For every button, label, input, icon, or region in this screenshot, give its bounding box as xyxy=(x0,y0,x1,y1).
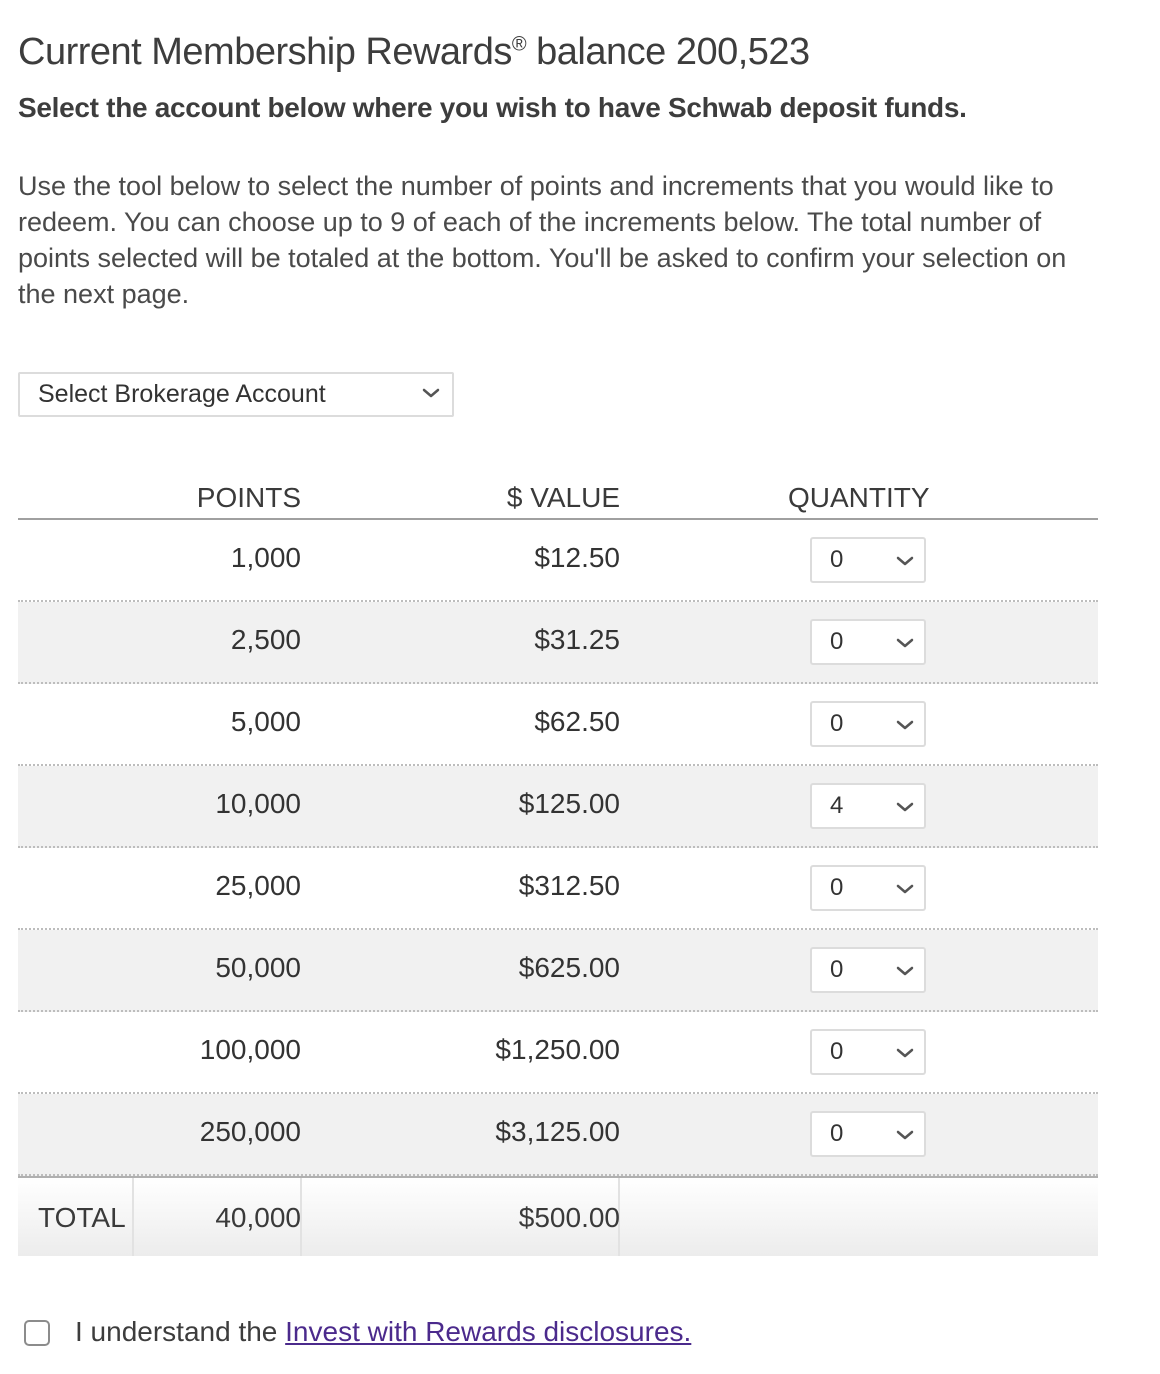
row-value: $125.00 xyxy=(518,788,620,819)
title-prefix: Current Membership Rewards xyxy=(18,31,512,74)
quantity-value: 0 xyxy=(830,956,844,983)
table-row xyxy=(18,684,1098,766)
chevron-down-icon xyxy=(896,883,914,895)
table-row xyxy=(18,1094,1098,1176)
row-value: $3,125.00 xyxy=(495,1116,620,1147)
page-title xyxy=(18,31,810,74)
row-value: $312.50 xyxy=(518,870,620,901)
disclosures-link[interactable]: Invest with Rewards disclosures. xyxy=(285,1316,692,1347)
table-row xyxy=(18,1012,1098,1094)
chevron-down-icon xyxy=(896,1047,914,1059)
table-row xyxy=(18,520,1098,602)
brokerage-account-value: Select Brokerage Account xyxy=(38,380,326,408)
balance-text: balance 200,523 xyxy=(526,31,810,74)
chevron-down-icon xyxy=(896,637,914,649)
row-points: 2,500 xyxy=(230,624,301,655)
quantity-select[interactable] xyxy=(810,783,926,829)
row-value: $1,250.00 xyxy=(495,1034,620,1065)
row-points: 5,000 xyxy=(230,706,301,737)
row-value: $31.25 xyxy=(534,624,620,655)
instructions-text: Use the tool below to select the number of points and increments that you would like to redeem. You can choose up to 9 of each of the increments below. The total number of points selected will be totaled at the bottom. You'll be asked to confirm your selection on the next page. xyxy=(18,171,1067,309)
chevron-down-icon xyxy=(896,1129,914,1141)
row-points: 1,000 xyxy=(230,542,301,573)
table-body xyxy=(18,520,1098,1176)
column-divider xyxy=(132,1178,134,1256)
quantity-select[interactable] xyxy=(810,537,926,583)
table-row xyxy=(18,848,1098,930)
quantity-select[interactable] xyxy=(810,947,926,993)
total-label: TOTAL xyxy=(38,1202,126,1233)
total-points: 40,000 xyxy=(215,1202,301,1233)
quantity-select[interactable] xyxy=(810,1029,926,1075)
table-header xyxy=(18,478,1098,520)
brokerage-account-select[interactable] xyxy=(18,372,454,417)
chevron-down-icon xyxy=(896,965,914,977)
table-row xyxy=(18,766,1098,848)
row-value: $12.50 xyxy=(534,542,620,573)
quantity-value: 0 xyxy=(830,1120,844,1147)
row-value: $625.00 xyxy=(518,952,620,983)
quantity-value: 0 xyxy=(830,628,844,655)
total-row xyxy=(18,1176,1098,1256)
disclosure-text xyxy=(75,1316,691,1348)
header-value: $ VALUE xyxy=(506,482,620,513)
quantity-value: 0 xyxy=(830,546,844,573)
quantity-select[interactable] xyxy=(810,701,926,747)
quantity-select[interactable] xyxy=(810,619,926,665)
quantity-select[interactable] xyxy=(810,865,926,911)
quantity-value: 0 xyxy=(830,874,844,901)
subheading: Select the account below where you wish to have Schwab deposit funds. xyxy=(18,92,967,123)
table-row xyxy=(18,930,1098,1012)
row-points: 250,000 xyxy=(199,1116,301,1147)
chevron-down-icon xyxy=(422,386,440,400)
chevron-down-icon xyxy=(896,555,914,567)
row-value: $62.50 xyxy=(534,706,620,737)
row-points: 50,000 xyxy=(215,952,301,983)
row-points: 25,000 xyxy=(215,870,301,901)
quantity-value: 0 xyxy=(830,710,844,737)
total-value: $500.00 xyxy=(518,1202,620,1233)
disclosure-label: I understand the xyxy=(75,1316,286,1347)
redemption-table xyxy=(18,478,1098,1256)
quantity-value: 4 xyxy=(830,792,844,819)
registered-mark: ® xyxy=(511,33,527,56)
disclosure-checkbox[interactable] xyxy=(24,1320,50,1346)
header-quantity: QUANTITY xyxy=(788,482,930,513)
table-row xyxy=(18,602,1098,684)
chevron-down-icon xyxy=(896,801,914,813)
quantity-value: 0 xyxy=(830,1038,844,1065)
header-points: POINTS xyxy=(196,482,301,513)
quantity-select[interactable] xyxy=(810,1111,926,1157)
row-points: 100,000 xyxy=(199,1034,301,1065)
row-points: 10,000 xyxy=(215,788,301,819)
chevron-down-icon xyxy=(896,719,914,731)
